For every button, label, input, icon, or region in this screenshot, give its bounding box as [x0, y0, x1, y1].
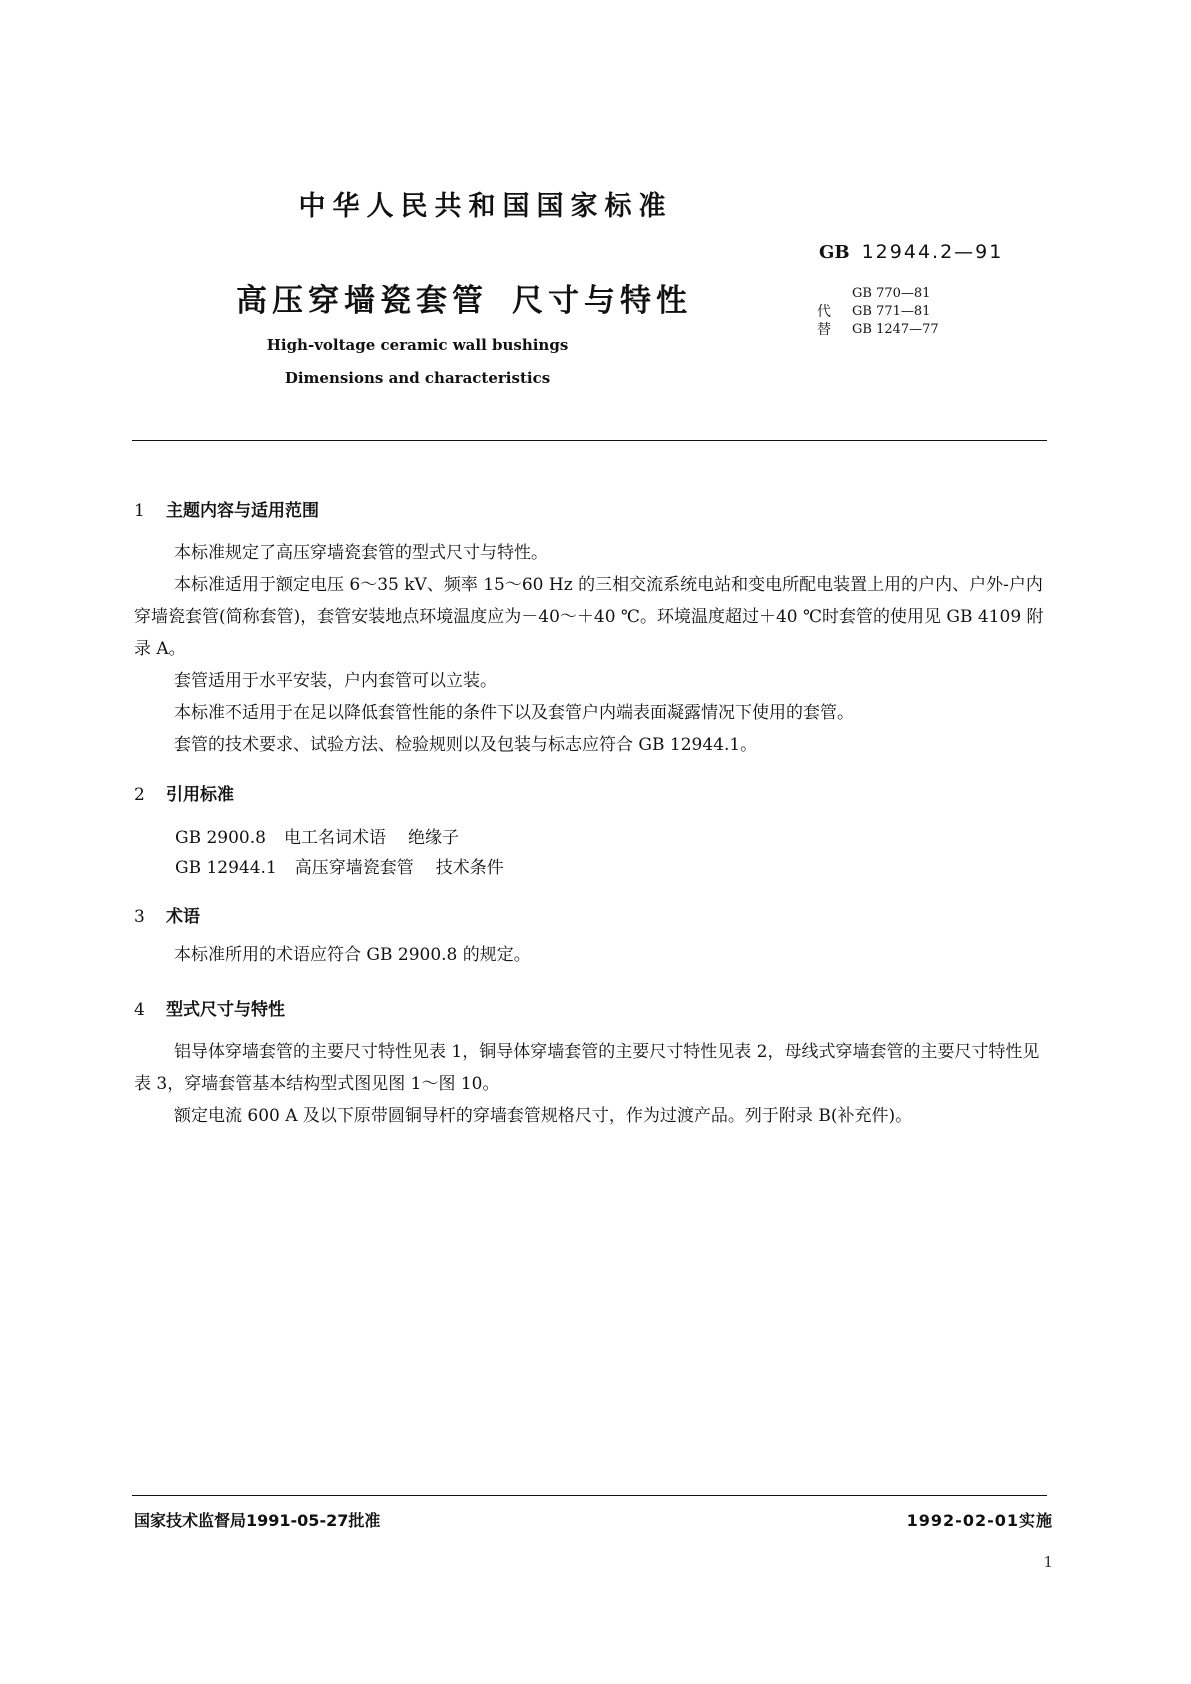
standard-code: 12944.2—91 — [861, 241, 1004, 263]
section-number: 2 — [134, 785, 145, 805]
paragraph-text: 本标准不适用于在足以降低套管性能的条件下以及套管户内端表面凝露情况下使用的套管。 — [174, 703, 854, 723]
header-divider — [132, 440, 1047, 441]
reference-item — [175, 823, 459, 848]
paragraph — [134, 569, 1052, 665]
section-title: 引用标准 — [166, 785, 234, 805]
section-3-body — [134, 939, 1052, 971]
paragraph — [134, 697, 1052, 729]
replaced-standard: GB 771—81 — [852, 304, 931, 319]
english-title-line2: Dimensions and characteristics — [284, 369, 551, 387]
replaced-standard: GB 770—81 — [852, 286, 931, 301]
paragraph-text: 套管适用于水平安装，户内套管可以立装。 — [174, 671, 497, 691]
chinese-title-part1: 高压穿墙瓷套管 — [236, 283, 488, 319]
standard-prefix: GB — [819, 242, 850, 263]
section-title: 主题内容与适用范围 — [166, 501, 319, 521]
standard-number — [819, 241, 1003, 263]
english-title-line1: High-voltage ceramic wall bushings — [266, 336, 569, 354]
footer-divider — [132, 1495, 1047, 1496]
section-4-body — [134, 1036, 1052, 1132]
paragraph — [134, 1036, 1052, 1100]
section-title: 型式尺寸与特性 — [166, 1000, 285, 1020]
chinese-title — [236, 275, 692, 320]
paragraph-text: 本标准所用的术语应符合 GB 2900.8 的规定。 — [174, 945, 531, 965]
reference-code: GB 12944.1 — [175, 858, 277, 878]
section-2-heading — [134, 780, 234, 805]
reference-subtitle: 技术条件 — [435, 858, 504, 878]
national-standard-heading: 中华人民共和国国家标准 — [298, 191, 673, 222]
replaces-list — [852, 285, 939, 339]
paragraph-text: 铝导体穿墙套管的主要尺寸特性见表 1，铜导体穿墙套管的主要尺寸特性见表 2，母线式穿墙套管的主要尺寸特性见表 3，穿墙套管基本结构型式图见图 1～图 10。 — [134, 1042, 1040, 1094]
section-number: 3 — [134, 907, 145, 927]
paragraph — [134, 939, 1052, 971]
reference-title: 电工名词术语 — [283, 828, 386, 848]
reference-subtitle: 绝缘子 — [407, 828, 459, 848]
implementation-date: 1992-02-01实施 — [906, 1511, 1053, 1530]
approval-line: 国家技术监督局1991-05-27批准 — [134, 1511, 381, 1530]
reference-title: 高压穿墙瓷套管 — [294, 858, 414, 878]
section-title: 术语 — [166, 907, 200, 927]
paragraph-text: 本标准适用于额定电压 6～35 kV、频率 15～60 Hz 的三相交流系统电站和变电所配电装置上用的户内、户外-户内穿墙瓷套管(简称套管)，套管安装地点环境温度应为－40～＋40 ℃。环境温度超过＋40 ℃时套管的使用见 GB 4109 附录 A。 — [134, 575, 1044, 659]
replaced-standard: GB 1247—77 — [852, 322, 939, 337]
paragraph — [134, 537, 1052, 569]
section-3-heading — [134, 902, 200, 927]
paragraph — [134, 1100, 1052, 1132]
section-1-body — [134, 537, 1052, 761]
section-number: 4 — [134, 1000, 145, 1020]
replaces-label: 代替 — [817, 304, 831, 338]
page-number: 1 — [1043, 1553, 1053, 1571]
paragraph-text: 本标准规定了高压穿墙瓷套管的型式尺寸与特性。 — [174, 543, 548, 563]
paragraph — [134, 665, 1052, 697]
reference-code: GB 2900.8 — [175, 828, 266, 848]
paragraph-text: 套管的技术要求、试验方法、检验规则以及包装与标志应符合 GB 12944.1。 — [174, 735, 758, 755]
paragraph — [134, 729, 1052, 761]
paragraph-text: 额定电流 600 A 及以下原带圆铜导杆的穿墙套管规格尺寸，作为过渡产品。列于附录 B(补充件)。 — [174, 1106, 913, 1126]
section-number: 1 — [134, 501, 145, 521]
reference-item — [175, 853, 504, 878]
section-4-heading — [134, 995, 285, 1020]
section-1-heading — [134, 496, 319, 521]
chinese-title-part2: 尺寸与特性 — [512, 283, 692, 319]
